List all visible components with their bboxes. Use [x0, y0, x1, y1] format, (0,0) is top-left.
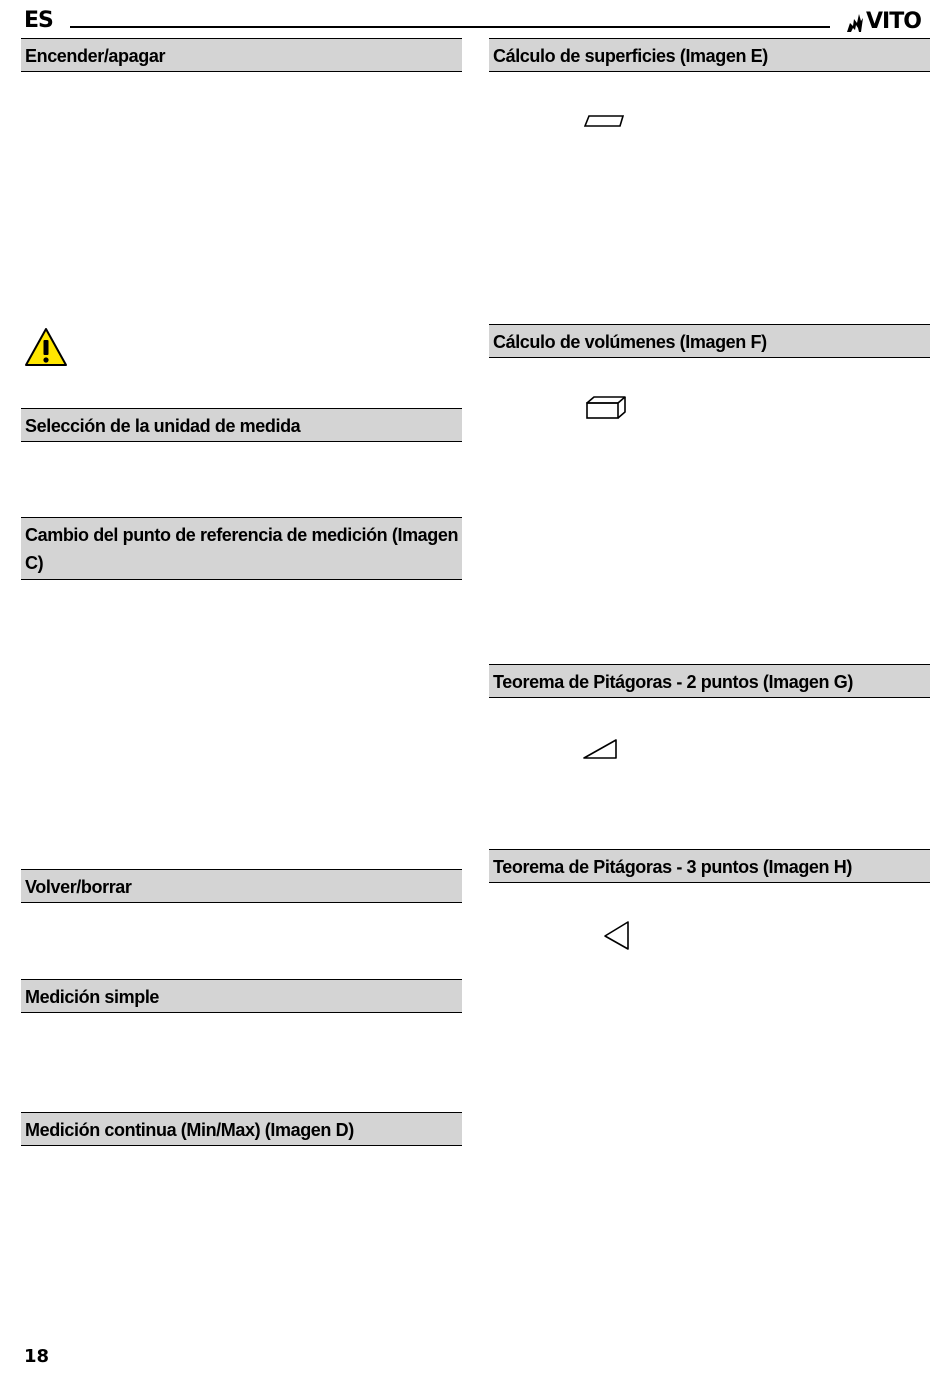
- section-heading-pitagoras-2-puntos: Teorema de Pitágoras - 2 puntos (Imagen G): [489, 664, 930, 698]
- brand-name: VITO: [866, 9, 921, 34]
- section-heading-encender-apagar: Encender/apagar: [21, 38, 462, 72]
- area-parallelogram-icon: [584, 114, 626, 128]
- brand-logo: [845, 9, 929, 35]
- section-heading-volver-borrar: Volver/borrar: [21, 869, 462, 903]
- volume-box-icon: [585, 395, 627, 421]
- vito-flame-logo-icon: [845, 11, 865, 33]
- section-heading-punto-referencia: Cambio del punto de referencia de medición (Imagen C): [21, 517, 462, 580]
- language-code: ES: [24, 8, 53, 33]
- section-heading-pitagoras-3-puntos: Teorema de Pitágoras - 3 puntos (Imagen H): [489, 849, 930, 883]
- pythagoras-two-point-icon: [582, 737, 620, 761]
- header-rule: [70, 26, 830, 28]
- section-heading-medicion-simple: Medición simple: [21, 979, 462, 1013]
- section-heading-calculo-volumenes: Cálculo de volúmenes (Imagen F): [489, 324, 930, 358]
- page-number: 18: [24, 1346, 50, 1367]
- warning-triangle-icon: [24, 326, 68, 368]
- pythagoras-three-point-icon: [602, 920, 632, 952]
- section-heading-medicion-continua: Medición continua (Min/Max) (Imagen D): [21, 1112, 462, 1146]
- section-heading-calculo-superficies: Cálculo de superficies (Imagen E): [489, 38, 930, 72]
- section-heading-unidad-medida: Selección de la unidad de medida: [21, 408, 462, 442]
